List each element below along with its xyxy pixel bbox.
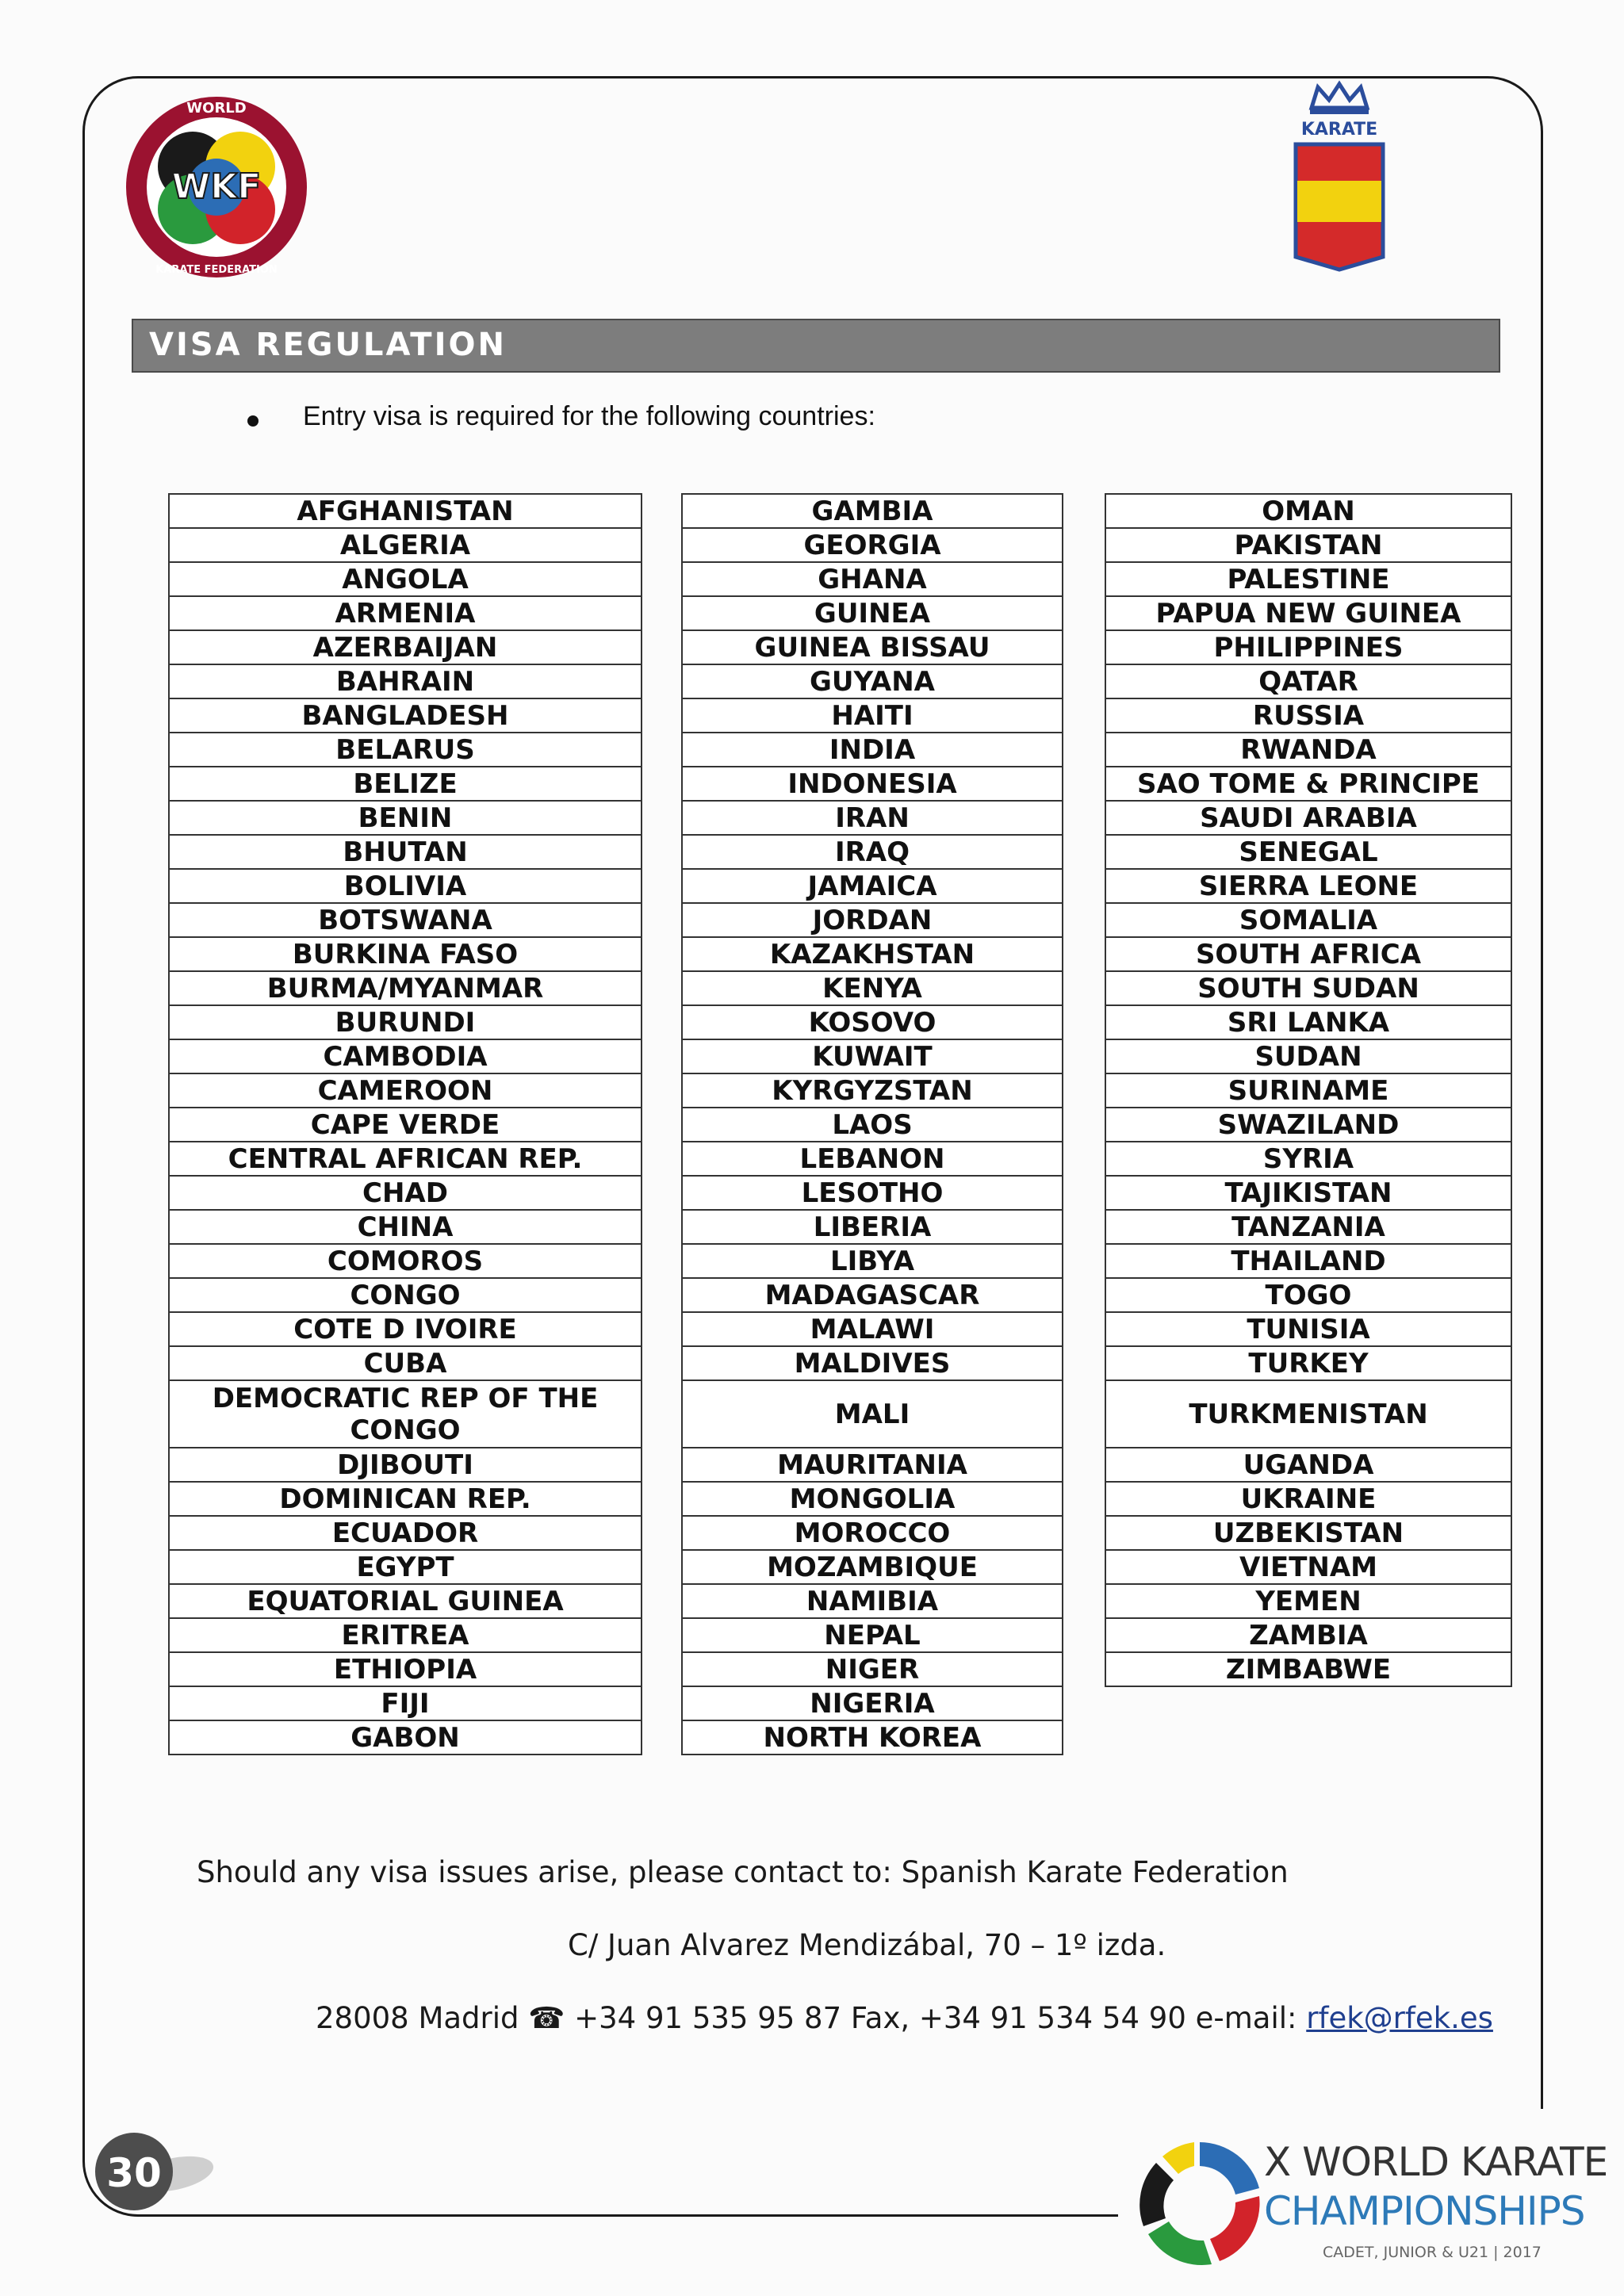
country-cell: BELIZE: [169, 767, 642, 801]
table-row: [1105, 1584, 1511, 1618]
wkf-abbr: WKF: [171, 166, 262, 207]
table-row: [1105, 1108, 1511, 1142]
country-cell: AFGHANISTAN: [169, 494, 642, 528]
country-cell: DOMINICAN REP.: [169, 1482, 642, 1516]
country-cell: SENEGAL: [1105, 835, 1511, 869]
country-cell: SURINAME: [1105, 1073, 1511, 1108]
section-title: VISA REGULATION: [149, 327, 507, 363]
table-row: [169, 1108, 642, 1142]
table-row: [682, 1108, 1063, 1142]
table-row: [682, 1346, 1063, 1380]
country-cell: GUINEA BISSAU: [682, 630, 1063, 664]
table-row: [682, 630, 1063, 664]
country-cell: ZIMBABWE: [1105, 1652, 1511, 1686]
country-cell: COMOROS: [169, 1244, 642, 1278]
country-cell: GUINEA: [682, 596, 1063, 630]
table-row: [169, 733, 642, 767]
country-cell: UZBEKISTAN: [1105, 1516, 1511, 1550]
country-cell: RWANDA: [1105, 733, 1511, 767]
table-row: [682, 767, 1063, 801]
country-cell: SUDAN: [1105, 1039, 1511, 1073]
table-row: [1105, 1516, 1511, 1550]
table-row: [1105, 596, 1511, 630]
wkf-bottom-text: KARATE FEDERATION: [155, 264, 278, 276]
country-cell: SOUTH SUDAN: [1105, 971, 1511, 1005]
wkf-logo: [123, 94, 310, 281]
table-row: [682, 1005, 1063, 1039]
table-row: [169, 1584, 642, 1618]
table-row: [682, 1584, 1063, 1618]
table-row: [682, 1210, 1063, 1244]
table-row: [169, 1073, 642, 1108]
table-row: [1105, 835, 1511, 869]
country-cell: GUYANA: [682, 664, 1063, 698]
country-cell: VIETNAM: [1105, 1550, 1511, 1584]
country-cell: HAITI: [682, 698, 1063, 733]
country-cell: PAPUA NEW GUINEA: [1105, 596, 1511, 630]
table-row: [1105, 1652, 1511, 1686]
table-row: [1105, 1550, 1511, 1584]
country-cell: GAMBIA: [682, 494, 1063, 528]
rfek-logo: [1288, 79, 1391, 276]
table-row: [1105, 801, 1511, 835]
country-cell: ECUADOR: [169, 1516, 642, 1550]
country-cell: PAKISTAN: [1105, 528, 1511, 562]
country-cell: INDONESIA: [682, 767, 1063, 801]
table-row: [169, 630, 642, 664]
country-cell: GEORGIA: [682, 528, 1063, 562]
country-cell: BURKINA FASO: [169, 937, 642, 971]
table-row: [1105, 1448, 1511, 1482]
table-row: [1105, 494, 1511, 528]
table-row: [169, 835, 642, 869]
country-cell: GHANA: [682, 562, 1063, 596]
contact-phone-line: [316, 2001, 1493, 2035]
country-cell: SRI LANKA: [1105, 1005, 1511, 1039]
country-cell: SOMALIA: [1105, 903, 1511, 937]
country-cell: CAMEROON: [169, 1073, 642, 1108]
country-cell: SOUTH AFRICA: [1105, 937, 1511, 971]
country-cell: ARMENIA: [169, 596, 642, 630]
country-cell: MALI: [682, 1380, 1063, 1448]
table-row: [682, 1618, 1063, 1652]
table-row: [1105, 562, 1511, 596]
country-cell: LAOS: [682, 1108, 1063, 1142]
table-row: [169, 903, 642, 937]
country-cell: CUBA: [169, 1346, 642, 1380]
table-row: [1105, 1312, 1511, 1346]
contact-address: C/ Juan Alvarez Mendizábal, 70 – 1º izda.: [568, 1928, 1166, 1962]
country-cell: EQUATORIAL GUINEA: [169, 1584, 642, 1618]
country-cell: MADAGASCAR: [682, 1278, 1063, 1312]
table-row: [682, 971, 1063, 1005]
country-cell: JORDAN: [682, 903, 1063, 937]
country-cell: NIGERIA: [682, 1686, 1063, 1720]
country-cell: SWAZILAND: [1105, 1108, 1511, 1142]
country-cell: KAZAKHSTAN: [682, 937, 1063, 971]
table-row: [169, 596, 642, 630]
country-cell: TAJIKISTAN: [1105, 1176, 1511, 1210]
table-row: [169, 1176, 642, 1210]
table-row: [682, 1448, 1063, 1482]
country-cell: ERITREA: [169, 1618, 642, 1652]
table-row: [682, 733, 1063, 767]
event-title-line1: X WORLD KARATE: [1264, 2139, 1608, 2185]
country-cell: KOSOVO: [682, 1005, 1063, 1039]
table-row: [169, 1448, 642, 1482]
table-row: [169, 1482, 642, 1516]
championship-logo: [1124, 2133, 1275, 2275]
country-cell: KENYA: [682, 971, 1063, 1005]
event-title-line2: CHAMPIONSHIPS: [1264, 2188, 1585, 2234]
table-row: [1105, 1210, 1511, 1244]
country-cell: MALDIVES: [682, 1346, 1063, 1380]
table-row: [682, 1278, 1063, 1312]
countries-table-1: [168, 493, 642, 1755]
country-cell: CHAD: [169, 1176, 642, 1210]
country-cell: SAUDI ARABIA: [1105, 801, 1511, 835]
table-row: [169, 528, 642, 562]
table-row: [169, 494, 642, 528]
country-cell: DEMOCRATIC REP OF THE CONGO: [169, 1380, 642, 1448]
table-row: [1105, 1278, 1511, 1312]
country-cell: MONGOLIA: [682, 1482, 1063, 1516]
table-row: [1105, 869, 1511, 903]
country-cell: UKRAINE: [1105, 1482, 1511, 1516]
table-row: [1105, 1176, 1511, 1210]
table-row: [1105, 1039, 1511, 1073]
country-cell: TURKEY: [1105, 1346, 1511, 1380]
table-row: [169, 562, 642, 596]
table-row: [682, 1380, 1063, 1448]
country-cell: JAMAICA: [682, 869, 1063, 903]
country-cell: LIBERIA: [682, 1210, 1063, 1244]
table-row: [169, 869, 642, 903]
table-row: [682, 494, 1063, 528]
table-row: [682, 664, 1063, 698]
table-row: [169, 1720, 642, 1755]
country-cell: CONGO: [169, 1278, 642, 1312]
table-row: [169, 664, 642, 698]
country-cell: BURUNDI: [169, 1005, 642, 1039]
table-row: [1105, 1482, 1511, 1516]
country-cell: BOLIVIA: [169, 869, 642, 903]
table-row: [1105, 1346, 1511, 1380]
country-cell: BELARUS: [169, 733, 642, 767]
country-cell: EGYPT: [169, 1550, 642, 1584]
table-row: [682, 1516, 1063, 1550]
table-row: [1105, 903, 1511, 937]
country-cell: MOROCCO: [682, 1516, 1063, 1550]
country-cell: TOGO: [1105, 1278, 1511, 1312]
table-row: [682, 1312, 1063, 1346]
country-cell: KUWAIT: [682, 1039, 1063, 1073]
country-cell: AZERBAIJAN: [169, 630, 642, 664]
table-row: [169, 1652, 642, 1686]
table-row: [1105, 971, 1511, 1005]
country-cell: YEMEN: [1105, 1584, 1511, 1618]
table-row: [169, 1278, 642, 1312]
table-row: [682, 869, 1063, 903]
table-row: [169, 1686, 642, 1720]
table-row: [682, 1550, 1063, 1584]
table-row: [682, 1039, 1063, 1073]
country-cell: MOZAMBIQUE: [682, 1550, 1063, 1584]
table-row: [169, 1550, 642, 1584]
table-row: [1105, 1142, 1511, 1176]
table-row: [1105, 1244, 1511, 1278]
country-cell: BURMA/MYANMAR: [169, 971, 642, 1005]
event-subtitle: CADET, JUNIOR & U21 | 2017: [1323, 2244, 1542, 2261]
table-row: [169, 1516, 642, 1550]
country-cell: KYRGYZSTAN: [682, 1073, 1063, 1108]
country-cell: THAILAND: [1105, 1244, 1511, 1278]
table-row: [1105, 664, 1511, 698]
table-row: [169, 1380, 642, 1448]
table-row: [1105, 733, 1511, 767]
country-cell: ZAMBIA: [1105, 1618, 1511, 1652]
country-cell: BOTSWANA: [169, 903, 642, 937]
table-row: [682, 1142, 1063, 1176]
country-cell: UGANDA: [1105, 1448, 1511, 1482]
country-cell: BENIN: [169, 801, 642, 835]
table-row: [1105, 1618, 1511, 1652]
country-cell: DJIBOUTI: [169, 1448, 642, 1482]
table-row: [682, 596, 1063, 630]
country-cell: CAPE VERDE: [169, 1108, 642, 1142]
country-cell: PALESTINE: [1105, 562, 1511, 596]
table-row: [682, 937, 1063, 971]
country-cell: LESOTHO: [682, 1176, 1063, 1210]
intro-text: Entry visa is required for the following countries:: [303, 401, 875, 431]
country-cell: TANZANIA: [1105, 1210, 1511, 1244]
country-cell: SAO TOME & PRINCIPE: [1105, 767, 1511, 801]
country-cell: LEBANON: [682, 1142, 1063, 1176]
table-row: [169, 698, 642, 733]
table-row: [682, 1176, 1063, 1210]
table-row: [682, 1244, 1063, 1278]
rfek-text: KARATE: [1300, 120, 1378, 140]
country-cell: FIJI: [169, 1686, 642, 1720]
country-cell: BHUTAN: [169, 835, 642, 869]
country-cell: CENTRAL AFRICAN REP.: [169, 1142, 642, 1176]
country-cell: MAURITANIA: [682, 1448, 1063, 1482]
table-row: [169, 971, 642, 1005]
table-row: [682, 528, 1063, 562]
table-row: [682, 835, 1063, 869]
wkf-top-text: WORLD: [186, 100, 247, 117]
country-cell: TURKMENISTAN: [1105, 1380, 1511, 1448]
contact-line-1: Should any visa issues arise, please contact to: Spanish Karate Federation: [197, 1855, 1289, 1889]
table-row: [169, 1142, 642, 1176]
table-row: [1105, 767, 1511, 801]
countries-table-2: [681, 493, 1063, 1755]
country-cell: NEPAL: [682, 1618, 1063, 1652]
table-row: [682, 903, 1063, 937]
country-cell: BAHRAIN: [169, 664, 642, 698]
country-cell: COTE D IVOIRE: [169, 1312, 642, 1346]
table-row: [1105, 630, 1511, 664]
table-row: [169, 1039, 642, 1073]
table-row: [682, 1482, 1063, 1516]
country-cell: SIERRA LEONE: [1105, 869, 1511, 903]
table-row: [169, 937, 642, 971]
table-row: [169, 801, 642, 835]
table-row: [682, 801, 1063, 835]
section-header: [132, 319, 1500, 373]
country-cell: IRAQ: [682, 835, 1063, 869]
page-number: 30: [106, 2150, 162, 2196]
table-row: [682, 562, 1063, 596]
table-row: [682, 1073, 1063, 1108]
country-cell: IRAN: [682, 801, 1063, 835]
country-cell: NORTH KOREA: [682, 1720, 1063, 1755]
country-cell: INDIA: [682, 733, 1063, 767]
country-cell: NAMIBIA: [682, 1584, 1063, 1618]
country-cell: LIBYA: [682, 1244, 1063, 1278]
country-cell: BANGLADESH: [169, 698, 642, 733]
country-cell: SYRIA: [1105, 1142, 1511, 1176]
country-cell: GABON: [169, 1720, 642, 1755]
country-cell: CAMBODIA: [169, 1039, 642, 1073]
country-cell: ALGERIA: [169, 528, 642, 562]
table-row: [682, 1686, 1063, 1720]
table-row: [169, 1312, 642, 1346]
table-row: [1105, 1073, 1511, 1108]
table-row: [1105, 528, 1511, 562]
table-row: [1105, 698, 1511, 733]
countries-table-3: [1105, 493, 1512, 1687]
table-row: [1105, 1005, 1511, 1039]
table-row: [682, 698, 1063, 733]
country-cell: ETHIOPIA: [169, 1652, 642, 1686]
table-row: [1105, 937, 1511, 971]
country-cell: OMAN: [1105, 494, 1511, 528]
table-row: [682, 1652, 1063, 1686]
bullet-icon: [247, 415, 259, 427]
table-row: [169, 1210, 642, 1244]
country-cell: CHINA: [169, 1210, 642, 1244]
table-row: [682, 1720, 1063, 1755]
table-row: [169, 1005, 642, 1039]
email-link[interactable]: rfek@rfek.es: [1306, 2001, 1493, 2035]
country-cell: TUNISIA: [1105, 1312, 1511, 1346]
country-cell: NIGER: [682, 1652, 1063, 1686]
country-cell: PHILIPPINES: [1105, 630, 1511, 664]
table-row: [169, 767, 642, 801]
country-cell: MALAWI: [682, 1312, 1063, 1346]
table-row: [169, 1244, 642, 1278]
country-cell: ANGOLA: [169, 562, 642, 596]
table-row: [1105, 1380, 1511, 1448]
country-cell: QATAR: [1105, 664, 1511, 698]
table-row: [169, 1618, 642, 1652]
country-cell: RUSSIA: [1105, 698, 1511, 733]
contact-phone-fax: 28008 Madrid ☎ +34 91 535 95 87 Fax, +34 91 534 54 90 e-mail:: [316, 2001, 1307, 2035]
table-row: [169, 1346, 642, 1380]
